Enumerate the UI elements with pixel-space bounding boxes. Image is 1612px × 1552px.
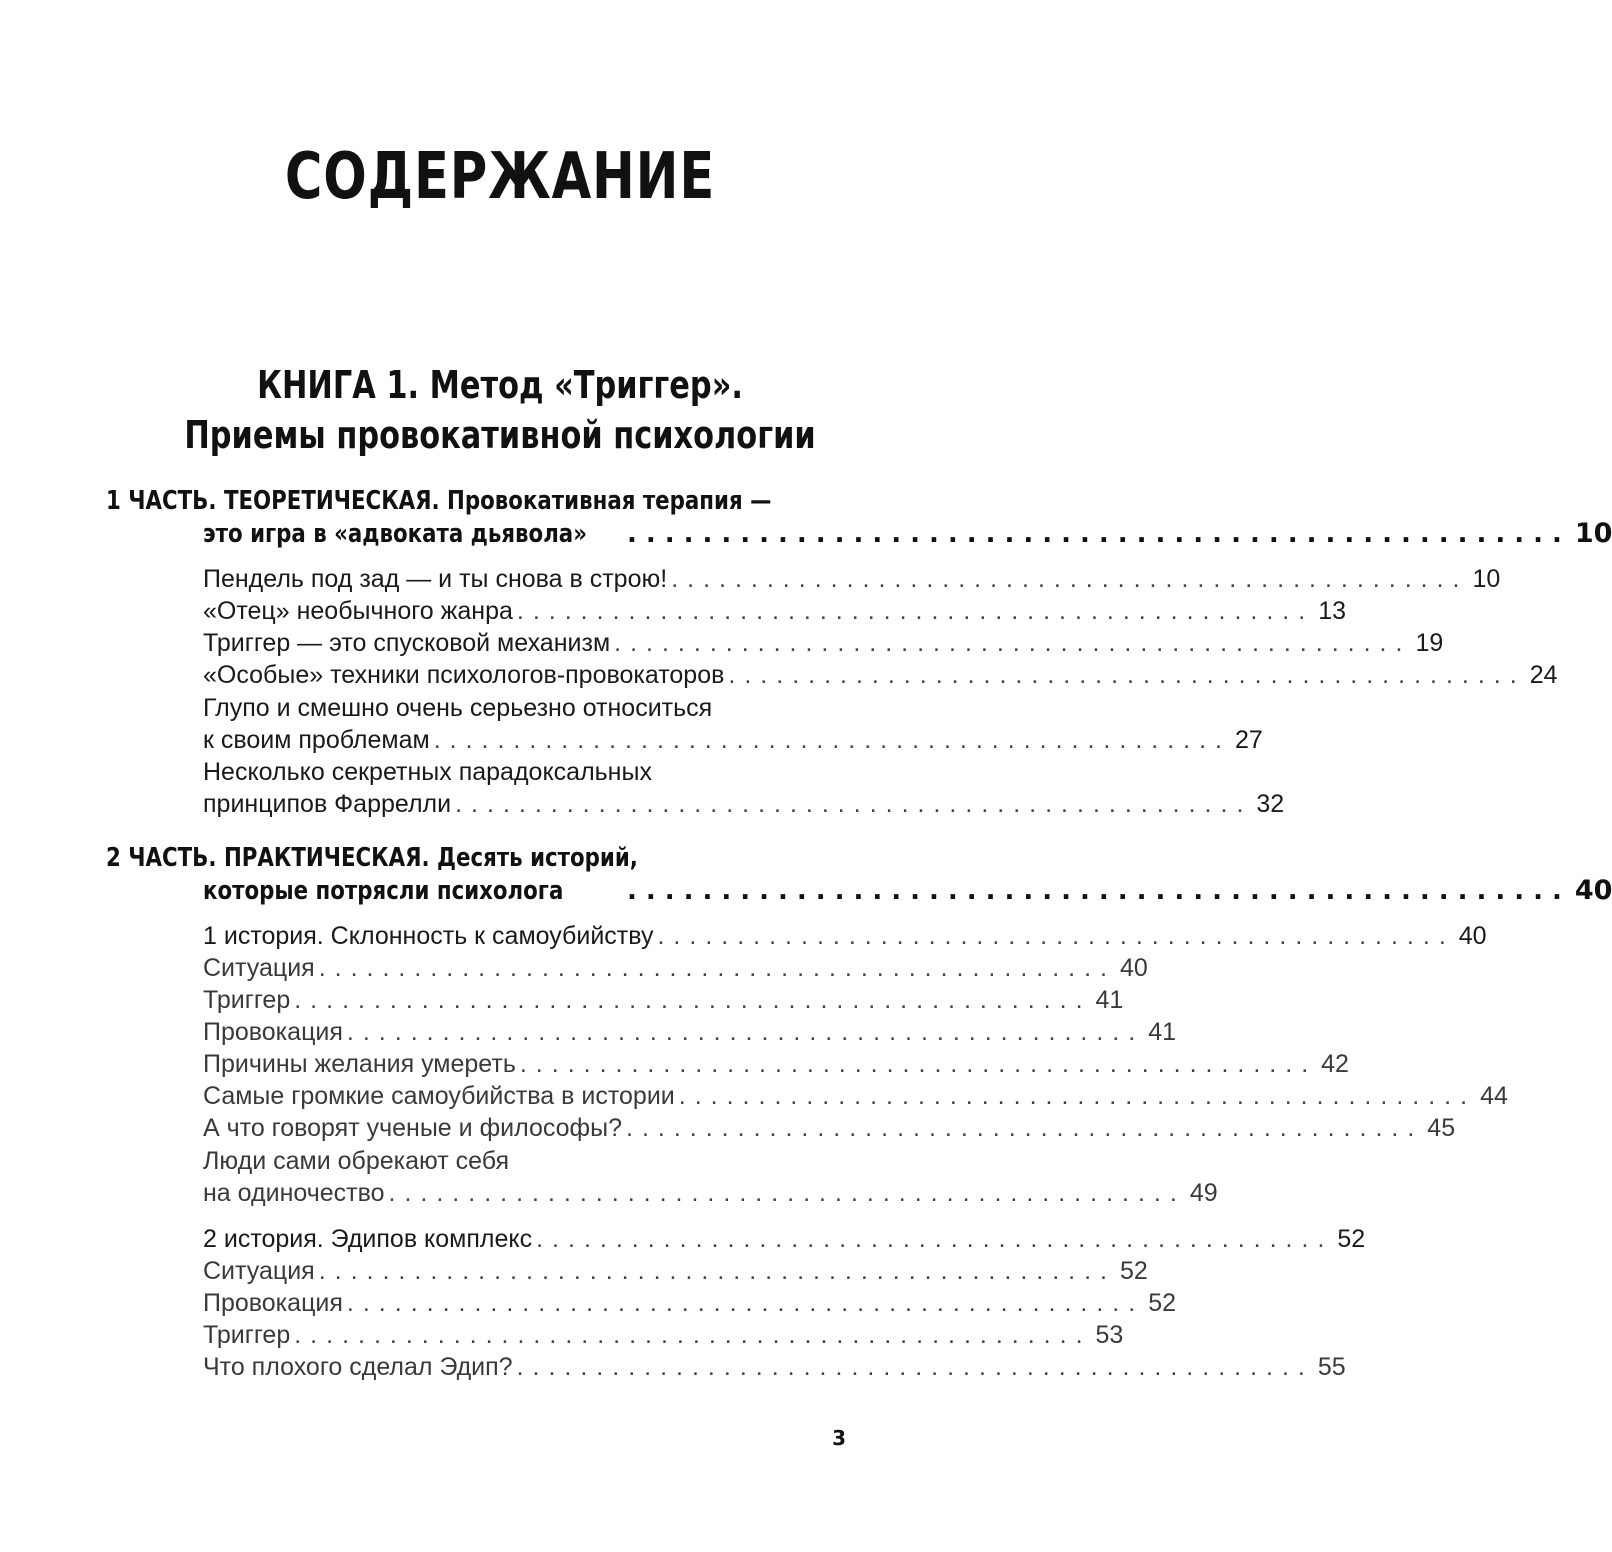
toc-entry[interactable] [203,1353,1346,1382]
entry-title: Провокация [203,1018,343,1046]
entry-title: «Особые» техники психологов-провокаторов [203,661,725,689]
entry-title: к своим проблемам [203,726,430,754]
entry-title-line1[interactable]: Люди сами обрекают себя [203,1147,510,1175]
part1-heading-row[interactable] [203,518,1612,549]
entry-page: 45 [1427,1114,1456,1142]
toc-entry[interactable] [203,790,1285,819]
book-title [100,360,900,460]
toc-entry[interactable] [203,726,1263,755]
toc-entry[interactable] [203,629,1444,658]
dot-leader: .................................................. [318,954,1116,982]
entry-page: 41 [1148,1018,1177,1046]
entry-page: 13 [1318,597,1346,625]
entry-title: Ситуация [203,1257,315,1285]
toc-entry[interactable] [203,1050,1349,1079]
entry-title: Триггер — это спусковой механизм [203,629,611,657]
entry-title: Самые громкие самоубийства в истории [203,1082,675,1110]
entry-page: 52 [1148,1289,1177,1317]
toc-entry[interactable] [203,986,1124,1015]
toc-entry[interactable] [203,1257,1148,1286]
toc-entry[interactable] [203,1289,1177,1318]
entry-title: принципов Фаррелли [203,790,452,818]
toc-entry[interactable] [203,1179,1218,1208]
toc-entry[interactable] [203,661,1558,690]
story-entry[interactable] [203,1225,1366,1254]
story-title: 1 история. Склонность к самоубийству [203,922,654,950]
part1-heading-line2: это игра в «адвоката дьявола» [203,519,587,549]
entry-title: А что говорят ученые и философы? [203,1114,622,1142]
part2-heading-line2: которые потрясли психолога [203,876,564,906]
entry-page: 27 [1235,726,1263,754]
toc-entry[interactable] [203,597,1346,626]
entry-title-line1[interactable]: Глупо и смешно очень серьезно относиться [203,694,713,722]
dot-leader: .................................................. [433,726,1231,754]
story-entry[interactable] [203,922,1487,951]
entry-page: 41 [1095,986,1124,1014]
entry-title: Провокация [203,1289,343,1317]
dot-leader: .................................................. [728,661,1526,689]
entry-page: 24 [1529,661,1558,689]
dot-leader: .................................................. [455,790,1253,818]
book-title-line1: КНИГА 1. Метод «Триггер». [257,363,743,407]
entry-page: 52 [1120,1257,1148,1285]
part1-heading[interactable]: 1 ЧАСТЬ. ТЕОРЕТИЧЕСКАЯ. Провокативная терапия — [106,486,772,516]
entry-title: Триггер [203,1321,291,1349]
dot-leader: .................................................. [516,1353,1314,1381]
entry-page: 42 [1321,1050,1349,1078]
story-title: 2 история. Эдипов комплекс [203,1225,533,1253]
toc-entry[interactable] [203,565,1501,594]
dot-leader: .................................................. [614,629,1412,657]
story-page: 40 [1458,922,1487,950]
dot-leader: .................................................. [294,1321,1092,1349]
dot-leader: .................................................. [346,1289,1145,1317]
entry-page: 32 [1256,790,1285,818]
part1-page: 10 [1574,518,1612,549]
dot-leader: .................................................. [318,1257,1116,1285]
page-number: 3 [832,1426,846,1450]
dot-leader: .................................................. [536,1225,1334,1253]
dot-leader: .................................................. [388,1179,1186,1207]
dot-leader: .................................................. [346,1018,1145,1046]
entry-title: Пендель под зад — и ты снова в строю! [203,565,668,593]
dot-leader: .................................................. [516,597,1315,625]
entry-title: Триггер [203,986,291,1014]
entry-page: 49 [1189,1179,1218,1207]
dot-leader: .................................................. [294,986,1092,1014]
part2-heading-row[interactable] [203,875,1612,906]
part2-page: 40 [1574,875,1612,906]
toc-entry[interactable] [203,954,1148,983]
page-title: СОДЕРЖАНИЕ [284,140,716,214]
entry-title: Ситуация [203,954,315,982]
dot-leader: .................................................. [626,1114,1424,1142]
entry-page: 55 [1317,1353,1346,1381]
entry-page: 40 [1120,954,1148,982]
entry-title: Причины желания умереть [203,1050,516,1078]
toc-entry[interactable] [203,1018,1177,1047]
entry-page: 19 [1415,629,1444,657]
dot-leader: .................................................. [671,565,1469,593]
dot-leader: .................................................. [657,922,1455,950]
story-page: 52 [1337,1225,1366,1253]
entry-title: Что плохого сделал Эдип? [203,1353,513,1381]
toc-entry[interactable] [203,1082,1508,1111]
entry-page: 10 [1472,565,1501,593]
toc-entry[interactable] [203,1114,1456,1143]
entry-title-line1[interactable]: Несколько секретных парадоксальных [203,758,652,786]
dot-leader: .................................................. [627,519,1571,549]
dot-leader: .................................................. [519,1050,1318,1078]
entry-title: «Отец» необычного жанра [203,597,513,625]
entry-page: 44 [1480,1082,1508,1110]
toc-entry[interactable] [203,1321,1124,1350]
dot-leader: .................................................. [678,1082,1477,1110]
entry-page: 53 [1095,1321,1124,1349]
entry-title: на одиночество [203,1179,385,1207]
book-title-line2: Приемы провокативной психологии [184,413,816,457]
dot-leader: .................................................. [627,876,1571,906]
part2-heading[interactable]: 2 ЧАСТЬ. ПРАКТИЧЕСКАЯ. Десять историй, [106,843,638,873]
